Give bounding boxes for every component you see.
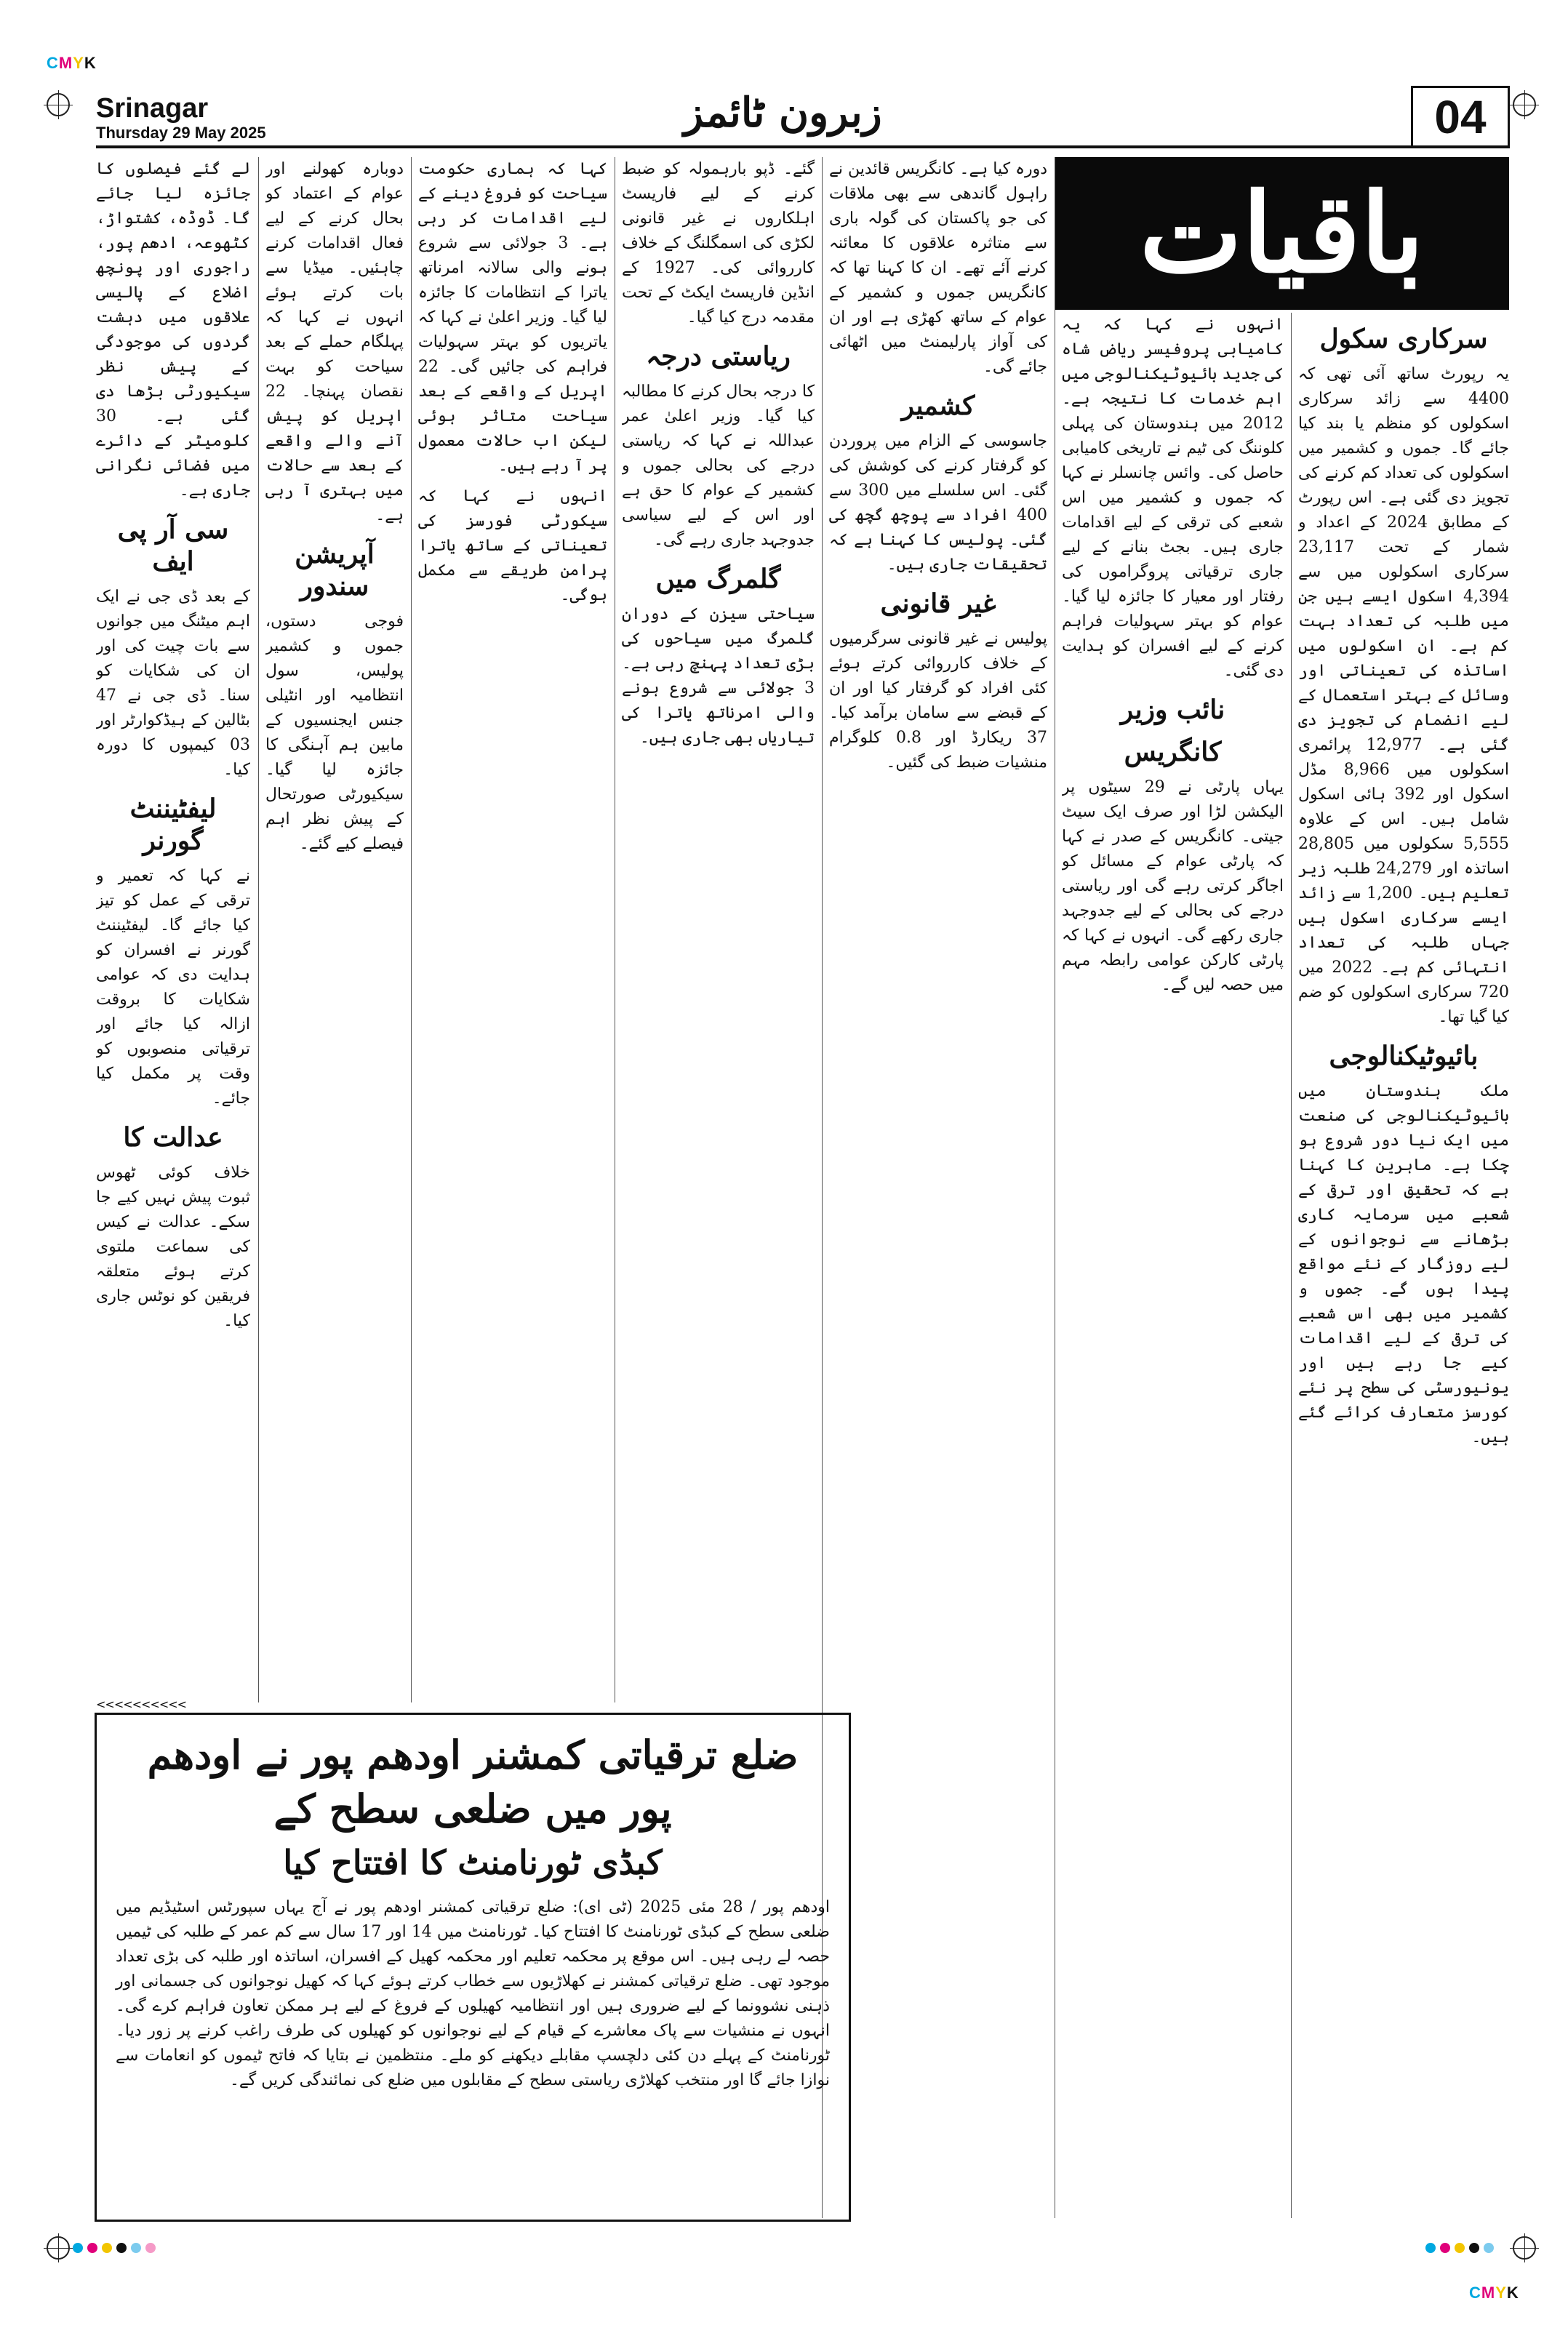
column-7 [96, 157, 250, 1688]
headline-congress: کانگریس [1124, 737, 1222, 767]
article-congress-visit: دورہ کیا ہے۔ کانگریس قائدین نے راہول گاندھی سے بھی ملاقات کی جو پاکستان کی گولہ باری سے متاثرہ علاقوں کا معائنہ کرنے آئے تھے۔ ان کا کہنا تھا کہ کانگریس جموں و کشمیر کے عوام کے ساتھ کھڑی ہے اور ان کی آواز پارلیمنٹ میں اٹھائی جائے گی۔ [829, 160, 1047, 376]
feature-box-kabaddi [95, 1713, 851, 2222]
page-number: 04 [1411, 86, 1510, 148]
column-1 [1298, 313, 1509, 2218]
feature-subheadline: کبڈی ٹورنامنٹ کا افتتاح کیا [283, 1843, 663, 1882]
headline-operation-sindoor: آپریشن سندور [295, 539, 375, 601]
edition-city: Srinagar [96, 93, 209, 124]
headline-kashmir: کشمیر [901, 391, 975, 421]
headline-deputy: نائب وزیر [1120, 695, 1225, 725]
registration-mark-bottom-right [1513, 2236, 1536, 2260]
article-court: خلاف کوئی ٹھوس ثبوت پیش نہیں کیے جا سکے۔ عدالت نے کیس کی سماعت ملتوی کرتے ہوئے متعلقہ فریقین کو نوٹس جاری کیا۔ [96, 1164, 250, 1330]
article-tourism: کہا کہ ہماری حکومت سیاحت کو فروغ دینے کے لیے اقدامات کر رہی ہے۔ 3 جولائی سے شروع ہونے والی سالانہ امرناتھ یاترا کے انتظامات کا جائزہ لیا گیا۔ وزیر اعلیٰ نے کہا کہ یاتریوں کو بہتر سہولیات فراہم کی جائیں گی۔ 22 اپریل کے واقعے کے بعد سیاحت متاثر ہوئی لیکن اب حالات معمول پر آ رہے ہیں۔ [418, 160, 607, 475]
headline-schools: سرکاری سکول [1319, 324, 1488, 354]
feature-headline: ضلع ترقیاتی کمشنر اودھم پور نے اودھم پور میں ضلعی سطح کے [147, 1732, 799, 1832]
article-reopen: دوبارہ کھولنے اور عوام کے اعتماد کو بحال کرنے کے لیے فعال اقدامات کرنے چاہئیں۔ میڈیا سے بات کرتے ہوئے انہوں نے کہا کہ پہلگام حملے کے بعد سیاحت کو بہت نقصان پہنچا۔ 22 اپریل کو پیش آنے والے واقعے کے بعد سے حالات میں بہتری آ رہی ہے۔ [265, 160, 404, 524]
feature-body: اودھم پور / 28 مئی 2025 (ٹی ای): ضلع ترقیاتی کمشنر اودھم پور نے آج یہاں سپورٹس اسٹیڈیم میں ضلعی سطح کے کبڈی ٹورنامنٹ کا افتتاح کیا۔ ٹورنامنٹ میں 14 اور 17 سال سے کم عمر کے طلبہ کی ٹیمیں حصہ لے رہی ہیں۔ اس موقع پر محکمہ تعلیم اور محکمہ کھیل کے افسران، اساتذہ اور طلبہ کی بڑی تعداد موجود تھی۔ ضلع ترقیاتی کمشنر نے کھلاڑیوں سے خطاب کرتے ہوئے کہا کہ کھیل نوجوانوں کی جسمانی اور ذہنی نشوونما کے لیے ضروری ہیں اور انتظامیہ کھیلوں کے فروغ کے لیے ہر ممکن تعاون فراہم کرے گی۔ انہوں نے منشیات سے پاک معاشرے کے قیام کے لیے نوجوانوں کو کھیلوں کی طرف راغب کرنے پر زور دیا۔ ٹورنامنٹ کے پہلے دن کئی دلچسپ مقابلے دیکھنے کو ملے۔ منتظمین نے بتایا کہ فاتح ٹیموں کو انعامات سے نوازا جائے گا اور منتخب کھلاڑی ریاستی سطح کے مقابلوں میں ضلع کی نمائندگی کریں گے۔ [116, 1898, 831, 2089]
article-yatra: انہوں نے کہا کہ سیکورٹی فورسز کی تعیناتی کے ساتھ یاترا پرامن طریقے سے مکمل ہوگی۔ [418, 487, 607, 604]
article-security-review: لے گئے فیصلوں کا جائزہ لیا جائے گا۔ ڈوڈہ، کشتواڑ، کٹھوعہ، ادھم پور، راجوری اور پونچھ اضلاع کے پالیسی علاقوں میں دہشت گردوں کی موجودگی کے پیش نظر سیکیورٹی بڑھا دی گئی ہے۔ 30 کلومیٹر کے دائرے میں فضائی نگرانی جاری ہے۔ [96, 160, 250, 500]
article-deputy-intro: انہوں نے کہا کہ یہ کامیابی پروفیسر ریاض شاہ کی جدید بائیوٹیکنالوجی میں اہم خدمات کا نتیجہ ہے۔ 2012 میں ہندوستان کی پہلی کلوننگ کی ٹیم نے تاریخی کامیابی حاصل کی۔ وائس چانسلر نے کہا کہ جموں و کشمیر میں اس شعبے کی ترقی کے لیے اقدامات جاری ہیں۔ بجٹ بنانے کے لیے جاری ترقیاتی پروگراموں کی رفتار اور معیار کا جائزہ لیا گیا۔ عوام کو بہتر سہولیات فراہم کرنے کے لیے افسران کو ہدایت دی گئی۔ [1062, 316, 1284, 680]
color-bar-right [1425, 2243, 1494, 2253]
article-lt-governor: نے کہا کہ تعمیر و ترقی کے عمل کو تیز کیا جائے گا۔ لیفٹیننٹ گورنر نے افسران کو ہدایت دی کہ عوامی شکایات کا بروقت ازالہ کیا جائے اور ترقیاتی منصوبوں کو وقت پر مکمل کیا جائے۔ [96, 867, 250, 1108]
column-divider [1291, 313, 1292, 2218]
cmyk-mark-top: CMYK [47, 54, 97, 72]
headline-lt-governor: لیفٹیننٹ گورنر [129, 793, 217, 856]
registration-mark-bottom-left [47, 2236, 70, 2260]
article-schools: یہ رپورٹ ساتھ آئی تھی کہ 4400 سے زائد سرکاری اسکولوں کو منظم یا بند کیا جائے گا۔ جموں و کشمیر میں اسکولوں کی تعداد کم کرنے کی تجویز دی گئی ہے۔ اس رپورٹ کے مطابق 2024 کے اعداد و شمار کے تحت 23,117 سرکاری اسکولوں میں سے 4,394 اسکول ایسے ہیں جن میں طلبہ کی تعداد بہت کم ہے۔ ان اسکولوں میں اساتذہ کی تعیناتی اور وسائل کے بہتر استعمال کے لیے انضمام کی تجویز دی گئی ہے۔ 12,977 پرائمری اسکولوں میں 8,966 مڈل اسکول اور 392 ہائی اسکول شامل ہیں۔ اس کے علاوہ 5,555 سکولوں میں 28,805 اساتذہ اور 24,279 طلبہ زیر تعلیم ہیں۔ 1,200 سے زائد ایسے سرکاری اسکول ہیں جہاں طلبہ کی تعداد انتہائی کم ہے۔ 2022 میں 720 سرکاری اسکولوں کو ضم کیا گیا تھا۔ [1298, 365, 1509, 1026]
column-2 [1062, 313, 1284, 2218]
registration-mark-top-right [1513, 93, 1536, 116]
column-divider [258, 157, 259, 1702]
cmyk-mark-bottom: CMYK [1469, 2284, 1519, 2302]
column-divider [411, 157, 412, 1702]
column-5 [418, 157, 607, 1702]
article-forest: گئے۔ ڈپو بارہمولہ کو ضبط کرنے کے لیے فاریسٹ اہلکاروں نے غیر قانونی لکڑی کی اسمگلنگ کے خلاف کارروائی کی۔ 1927 کے انڈین فاریسٹ ایکٹ کے تحت مقدمہ درج کیا گیا۔ [622, 160, 815, 327]
article-biotech: ملک ہندوستان میں بائیوٹیکنالوجی کی صنعت میں ایک نیا دور شروع ہو چکا ہے۔ ماہرین کا کہنا ہے کہ تحقیق اور ترقی کے شعبے میں سرمایہ کاری بڑھانے سے نوجوانوں کے لیے روزگار کے نئے مواقع پیدا ہوں گے۔ جموں و کشمیر میں بھی اس شعبے کی ترقی کے لیے اقدامات کیے جا رہے ہیں اور یونیورسٹی کی سطح پر نئے کورسز متعارف کرائے گئے ہیں۔ [1298, 1082, 1509, 1446]
column-3 [829, 157, 1047, 2218]
headline-illegal: غیر قانونی [880, 588, 996, 619]
article-statehood: کا درجہ بحال کرنے کا مطالبہ کیا گیا۔ وزیر اعلیٰ عمر عبداللہ نے کہا کہ ریاستی درجے کی بحالی جموں و کشمیر کے عوام کا حق ہے اور اس کے لیے سیاسی جدوجہد جاری رہے گی۔ [622, 383, 815, 549]
continuation-arrows: <<<<<<<<<< [96, 1697, 187, 1711]
article-illegal: پولیس نے غیر قانونی سرگرمیوں کے خلاف کارروائی کرتے ہوئے کئی افراد کو گرفتار کیا اور ان کے قبضے سے سامان برآمد کیا۔ 37 ریکارڈ اور 0.8 کلوگرام منشیات ضبط کی گئیں۔ [829, 630, 1047, 772]
article-kashmir: جاسوسی کے الزام میں پروردن کو گرفتار کرنے کی کوشش کی گئی۔ اس سلسلے میں 300 سے 400 افراد سے پوچھ گچھ کی گئی۔ پولیس کا کہنا ہے کہ تحقیقات جاری ہیں۔ [829, 432, 1047, 574]
header-rule [96, 145, 1510, 148]
edition-date: Thursday 29 May 2025 [96, 124, 266, 142]
registration-mark-top-left [47, 93, 70, 116]
section-banner: باقیات [1055, 157, 1509, 310]
headline-statehood: ریاستی درجہ [646, 341, 791, 372]
masthead-title: زبرون ٹائمز [684, 89, 882, 137]
article-congress: یہاں پارٹی نے 29 سیٹوں پر الیکشن لڑا اور صرف ایک سیٹ جیتی۔ کانگریس کے صدر نے کہا کہ پارٹی عوام کے مسائل کو اجاگر کرتی رہے گی اور ریاستی درجے کی بحالی کے لیے جدوجہد جاری رکھے گی۔ انہوں نے کہا کہ پارٹی کارکن عوامی رابطہ مہم میں حصہ لیں گے۔ [1062, 778, 1284, 994]
article-gulmarg: سیاحتی سیزن کے دوران گلمرگ میں سیاحوں کی بڑی تعداد پہنچ رہی ہے۔ 3 جولائی سے شروع ہونے والی امرناتھ یاترا کی تیاریاں بھی جاری ہیں۔ [622, 605, 815, 747]
headline-court: عدالت کا [123, 1122, 223, 1153]
color-bar-left [73, 2243, 156, 2253]
headline-crpf: سی آر پی ایف [117, 514, 229, 577]
article-operation-sindoor: فوجی دستوں، جموں و کشمیر پولیس، سول انتظامیہ اور انٹیلی جنس ایجنسیوں کے مابین ہم آہنگی کا جائزہ لیا گیا۔ سیکیورٹی صورتحال کے پیش نظر اہم فیصلے کیے گئے۔ [265, 612, 404, 853]
headline-gulmarg: گلمرگ میں [655, 564, 781, 594]
column-6 [265, 157, 404, 1702]
article-crpf: کے بعد ڈی جی نے ایک اہم میٹنگ میں جوانوں سے بات چیت کی اور ان کی شکایات کو سنا۔ ڈی جی نے 47 بٹالین کے ہیڈکوارٹر اور 03 کیمپوں کا دورہ کیا۔ [96, 588, 250, 779]
headline-biotech: بائیوٹیکنالوجی [1329, 1041, 1479, 1071]
